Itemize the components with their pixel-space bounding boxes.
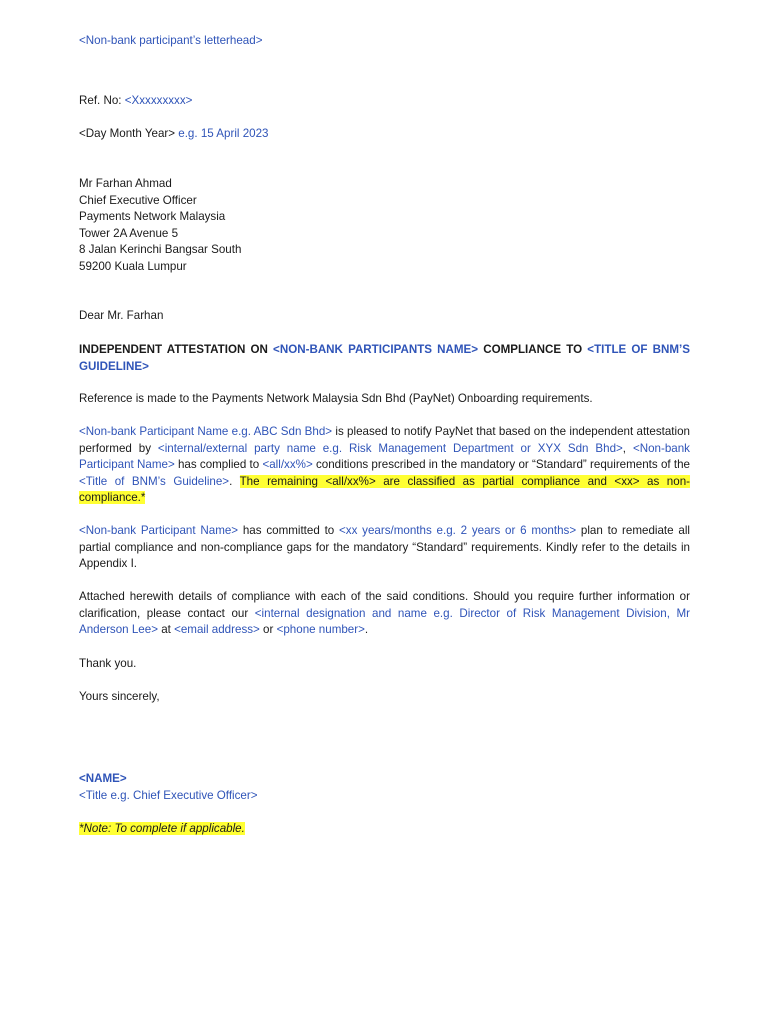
paragraph-text: . <box>364 623 369 637</box>
paragraph-text: plan to remediate all partial compliance and non-compliance gaps for the mandatory “Standard” requirements. Kindly refer to the details in Appendix I. <box>79 524 690 571</box>
guideline-title: <Title of BNM’s Guideline> <box>79 474 230 488</box>
address-line: Chief Executive Officer <box>79 193 197 207</box>
date-example: e.g. 15 April 2023 <box>175 127 269 140</box>
ref-value: <Xxxxxxxxx> <box>124 94 193 107</box>
paragraph-text: is pleased to notify PayNet that based on the independent attestation performed by <box>79 425 690 455</box>
participant-name: <Non-bank Participant Name> <box>79 441 690 472</box>
subject-text: COMPLIANCE TO <box>478 343 588 356</box>
compliance-percent: <all/xx%> <box>262 458 313 472</box>
letter-date <box>79 126 690 143</box>
subject-guideline: <TITLE OF BNM’S GUIDELINE> <box>79 343 690 373</box>
address-line: Payments Network Malaysia <box>79 210 226 224</box>
paragraph-notify <box>79 424 690 507</box>
remediation-period: <xx years/months e.g. 2 years or 6 months> <box>339 524 577 537</box>
paragraph-text: or <box>259 623 277 637</box>
paragraph-text: has committed to <box>238 524 340 537</box>
paragraph-text: at <box>157 623 175 637</box>
address-line: 59200 Kuala Lumpur <box>79 259 187 273</box>
paragraph-commit <box>79 523 690 573</box>
recipient-address <box>79 176 690 276</box>
highlighted-remaining-text: The remaining <all/xx%> are classified as partial compliance and <xx> as non-compliance.* <box>79 474 690 505</box>
paragraph-text: . <box>229 474 240 488</box>
address-line: Mr Farhan Ahmad <box>79 177 172 190</box>
ref-label: Ref. No: <box>79 94 125 107</box>
attestor-name: <internal/external party name e.g. Risk Management Department or XYX Sdn Bhd> <box>157 441 623 455</box>
phone-placeholder: <phone number> <box>276 623 365 637</box>
participant-name: <Non-bank Participant Name e.g. ABC Sdn Bhd> <box>79 425 333 438</box>
participant-name: <Non-bank Participant Name> <box>79 524 239 537</box>
paragraph-text: , <box>622 441 633 455</box>
date-placeholder: <Day Month Year> <box>79 127 176 140</box>
letterhead: <Non-bank participant’s letterhead> <box>79 34 263 47</box>
signatory-name: <NAME> <box>79 772 127 785</box>
contact-designation: <internal designation and name e.g. Director of Risk Management Division, Mr Anderson Lee> <box>79 606 690 637</box>
address-line: 8 Jalan Kerinchi Bangsar South <box>79 243 242 257</box>
reference-number <box>79 93 690 110</box>
subject-text: INDEPENDENT ATTESTATION ON <box>79 343 274 356</box>
address-line: Tower 2A Avenue 5 <box>79 226 179 240</box>
signatory-title: <Title e.g. Chief Executive Officer> <box>79 789 258 802</box>
footnote-text: *Note: To complete if applicable. <box>79 822 245 835</box>
footnote <box>79 821 690 838</box>
paragraph-text: conditions prescribed in the mandatory or “Standard” requirements of the <box>312 458 690 472</box>
subject-line <box>79 342 690 375</box>
salutation: Dear Mr. Farhan <box>79 309 164 322</box>
closing: Yours sincerely, <box>79 690 160 703</box>
subject-participant: <NON-BANK PARTICIPANTS NAME> <box>273 343 479 356</box>
thank-you: Thank you. <box>79 657 137 670</box>
paragraph-text: Attached herewith details of compliance with each of the said conditions. Should you require further information or clarification, please contact our <box>79 590 690 620</box>
paragraph-text: has complied to <box>174 458 263 472</box>
email-placeholder: <email address> <box>174 623 260 637</box>
paragraph-reference: Reference is made to the Payments Network Malaysia Sdn Bhd (PayNet) Onboarding requirements. <box>79 392 593 405</box>
paragraph-attached <box>79 589 690 639</box>
